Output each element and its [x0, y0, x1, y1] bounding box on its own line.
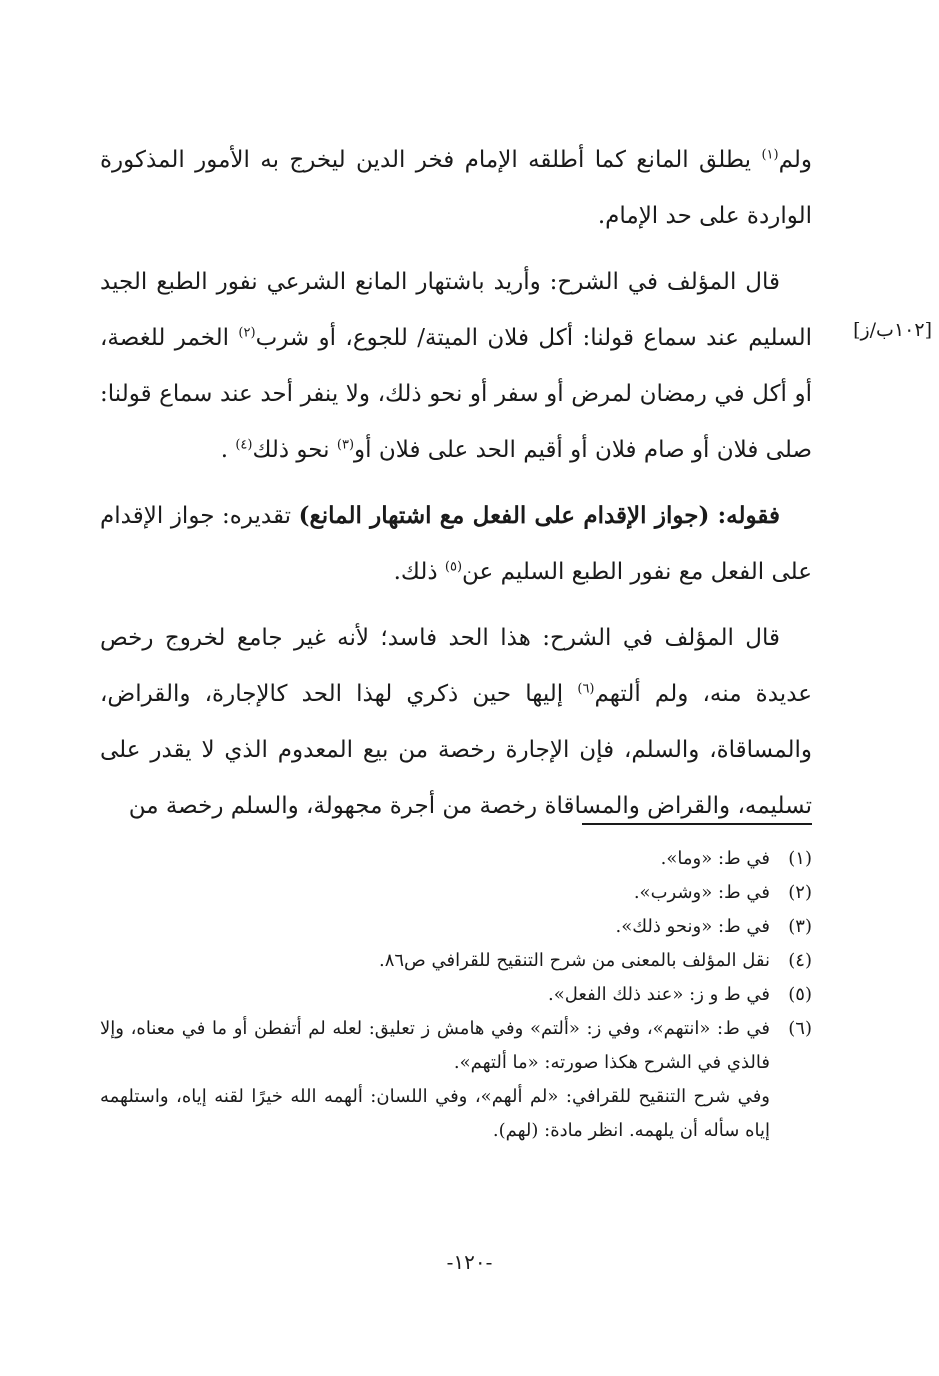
- footnote-text: في ط و ز: «عند ذلك الفعل».: [548, 984, 770, 1005]
- footnotes: [100, 842, 812, 1148]
- footnote-number: (٣): [788, 916, 812, 937]
- footnote-reference: (١): [761, 147, 779, 163]
- text-run: يطلق المانع كما أطلقه الإمام فخر الدين ليخرج به الأمور المذكورة الواردة على حد الإمام.: [100, 147, 812, 229]
- footnote-text: في ط: «انتهم»، وفي ز: «ألتم» وفي هامش ز تعليق: لعله لم أتفطن أو ما في معناه، وإلا فالذي في الشرح هكذا صورته: «ما ألتهم».: [100, 1018, 770, 1073]
- footnote-continuation: وفي شرح التنقيح للقرافي: «لم ألهم»، وفي اللسان: ألهمه الله خيرًا لقنه إياه، واستلهمه إياه سأله أن يلهمه. انظر مادة: (لهم).: [100, 1086, 770, 1141]
- footnote-text: نقل المؤلف بالمعنى من شرح التنقيح للقرافي ص٨٦.: [378, 950, 770, 971]
- text-run: ذلك.: [393, 559, 445, 585]
- footnote-number: (٥): [788, 984, 812, 1005]
- footnote-1: [100, 842, 812, 876]
- text-run: قال المؤلف في الشرح: وأريد باشتهار المانع الشرعي نفور الطبع الجيد السليم عند سماع قولنا: أكل فلان الميتة/ للجوع، أو شرب: [100, 269, 813, 351]
- footnote-number: (٢): [788, 882, 812, 903]
- text-run: قال المؤلف في الشرح: هذا الحد فاسد؛ لأنه غير جامع لخروج رخص عديدة منه، ولم ألتهم: [100, 625, 812, 707]
- footnote-reference: (٦): [577, 681, 595, 697]
- footnote-reference: (٣): [336, 437, 355, 453]
- footnote-text: في ط: «ونحو ذلك».: [615, 916, 770, 937]
- footnote-reference: (٥): [444, 559, 463, 575]
- footnote-text: في ط: «وما».: [660, 848, 770, 869]
- paragraph-1: [100, 132, 812, 244]
- footnote-3: [100, 910, 812, 944]
- footnote-text: في ط: «وشرب».: [633, 882, 770, 903]
- text-run: نحو ذلك: [252, 437, 337, 463]
- text-run: .: [220, 437, 236, 463]
- footnote-2: [100, 876, 812, 910]
- footnote-reference: (٤): [235, 437, 253, 453]
- margin-manuscript-reference: [١٠٢ب/ز]: [853, 319, 932, 341]
- footnote-number: (٦): [788, 1018, 812, 1039]
- page-number: -١٢٠-: [446, 1250, 493, 1274]
- text-run: ولم: [778, 147, 812, 173]
- footnote-reference: (٢): [238, 325, 256, 341]
- footnote-4: [100, 944, 812, 978]
- footnote-number: (٤): [788, 950, 812, 971]
- footnote-6: [100, 1012, 812, 1148]
- bold-quoted-text: فقوله: (جواز الإقدام على الفعل مع اشتهار المانع): [298, 502, 780, 529]
- footnote-number: (١): [788, 848, 812, 869]
- paragraph-4: [100, 610, 812, 834]
- footnote-separator: [582, 823, 812, 825]
- text-run: الخمر للغصة، أو أكل في رمضان لمرض أو سفر أو نحو ذلك، ولا ينفر أحد عند سماع قولنا: صلى فلان أو صام فلان أو أقيم الحد على فلان أو: [100, 325, 812, 463]
- text-run: إليها حين ذكري لهذا الحد كالإجارة، والقراض، والمساقاة، والسلم، فإن الإجارة رخصة من بيع المعدوم الذي لا يقدر على تسليمه، والقراض والمساقاة رخصة من أجرة مجهولة، والسلم رخصة من: [100, 681, 812, 819]
- footnote-5: [100, 978, 812, 1012]
- text-run: تقديره: جواز الإقدام على الفعل مع نفور الطبع السليم عن: [100, 503, 812, 585]
- paragraph-3: [100, 488, 812, 600]
- paragraph-2: [100, 254, 812, 478]
- main-text: [100, 132, 812, 844]
